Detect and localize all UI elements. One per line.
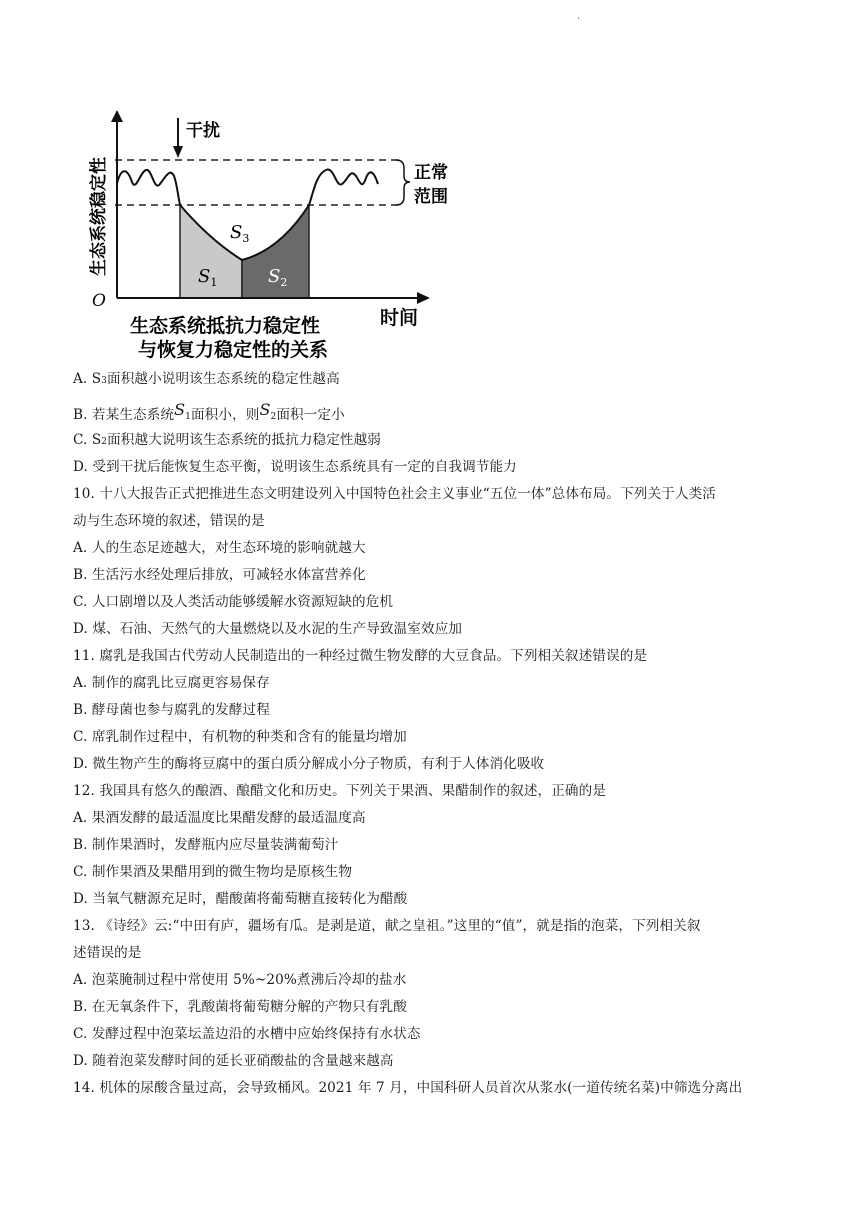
q9-b-s2-sub: 2: [270, 412, 277, 422]
q10-option-b: B. 生活污水经处理后排放，可减轻水体富营养化: [73, 567, 366, 583]
q9-option-d: D. 受到干扰后能恢复生态平衡，说明该生态系统具有一定的自我调节能力: [73, 459, 517, 475]
caption-line-1: 生态系统抵抗力稳定性: [130, 315, 321, 337]
region-s3-label: $S_3$: [230, 222, 250, 245]
q9-b-prefix: B. 若某生态系统: [73, 407, 175, 423]
q10-option-d: D. 煤、石油、天然气的大量燃烧以及水泥的生产导致温室效应加: [73, 621, 463, 637]
caption-line-2: 与恢复力稳定性的关系: [138, 339, 329, 361]
q12-stem: 12. 我国具有悠久的酿酒、酿醋文化和历史。下列关于果酒、果醋制作的叙述，正确的是: [73, 783, 607, 799]
q11-option-a: A. 制作的腐乳比豆腐更容易保存: [73, 675, 270, 691]
q9-c-sub: 2: [101, 437, 108, 447]
q9-b-s2: S: [259, 400, 271, 419]
q9-b-s1: S: [174, 400, 186, 419]
q11-stem: 11. 腐乳是我国古代劳动人民制造出的一种经过微生物发酵的大豆食品。下列相关叙述错误的是: [73, 648, 648, 664]
q12-option-c: C. 制作果酒及果醋用到的微生物均是原核生物: [73, 864, 353, 880]
x-axis-label: 时间: [380, 307, 419, 329]
q13-option-d: D. 随着泡菜发酵时间的延长亚硝酸盐的含量越来越高: [73, 1053, 394, 1069]
region-s1-label: $S_1$: [198, 266, 218, 289]
q9-option-a: [73, 366, 813, 393]
q13-option-b: B. 在无氧条件下，乳酸菌将葡萄糖分解的产物只有乳酸: [73, 999, 407, 1015]
q11-option-d: D. 微生物产生的酶将豆腐中的蛋白质分解成小分子物质，有利于人体消化吸收: [73, 756, 545, 772]
q11-option-c: C. 席乳制作过程中，有机物的种类和含有的能量均增加: [73, 729, 407, 745]
header-mark: ·: [577, 14, 581, 25]
y-axis-label: 生态系统稳定性: [89, 157, 109, 276]
q10-option-c: C. 人口剧增以及人类活动能够缓解水资源短缺的危机: [73, 594, 394, 610]
q9-b-s1-sub: 1: [185, 412, 191, 422]
q9-c-text: 面积越大说明该生态系统的抵抗力稳定性越弱: [107, 432, 381, 448]
q9-a-prefix: A. S: [73, 371, 102, 387]
q9-b-suffix: 面积一定小: [276, 407, 345, 423]
q13-option-c: C. 发酵过程中泡菜坛盖边沿的水槽中应始终保持有水状态: [73, 1026, 421, 1042]
q13-stem-1: 13. 《诗经》云:“中田有庐，疆场有瓜。是剥是道，献之皇祖。”这里的“值”，就是指的泡菜，下列相关叙: [73, 918, 701, 934]
stability-diagram: [80, 110, 470, 362]
y-axis-arrow: [111, 110, 123, 122]
q12-option-d: D. 当氧气糖源充足时，醋酸菌将葡萄糖直接转化为醋酸: [73, 891, 408, 907]
normal-range-brace: [396, 160, 410, 205]
origin-label: O: [92, 291, 106, 311]
stability-curve: [117, 170, 378, 260]
q9-option-c: [73, 427, 813, 454]
q12-option-a: A. 果酒发酵的最适温度比果醋发酵的最适温度高: [73, 810, 366, 826]
q12-option-b: B. 制作果酒时，发酵瓶内应尽量装满葡萄汁: [73, 837, 339, 853]
q10-stem-2: 动与生态环境的叙述，错误的是: [73, 513, 265, 529]
q13-stem-2: 述错误的是: [73, 945, 142, 961]
q9-b-mid: 面积小，则: [190, 407, 260, 423]
disturbance-label: 干扰: [186, 121, 220, 141]
q10-stem-1: 10. 十八大报告正式把推进生态文明建设列入中国特色社会主义事业“五位一体”总体布局。下列关于人类活: [73, 486, 716, 502]
question-text: [73, 366, 813, 1102]
normal-range-label-2: 范围: [414, 187, 448, 207]
q9-option-b: [73, 393, 813, 427]
q9-c-prefix: C. S: [73, 432, 102, 448]
normal-range-label-1: 正常: [414, 163, 448, 183]
q13-option-a: A. 泡菜腌制过程中常使用 5%~20%煮沸后冷却的盐水: [73, 972, 407, 988]
x-axis-arrow: [417, 292, 430, 304]
q9-a-text: 面积越小说明该生态系统的稳定性越高: [107, 371, 340, 387]
stability-figure: [80, 110, 470, 362]
disturbance-arrow-head: [173, 146, 183, 158]
q14-stem-1: 14. 机体的尿酸含量过高，会导致桶风。2021 年 7 月，中国科研人员首次从浆水(一道传统名菜)中筛选分离出: [73, 1080, 743, 1096]
q10-option-a: A. 人的生态足迹越大，对生态环境的影响就越大: [73, 540, 366, 556]
q11-option-b: B. 酵母菌也参与腐乳的发酵过程: [73, 702, 270, 718]
region-s2-label: $S_2$: [268, 266, 288, 289]
q9-a-sub: 3: [101, 376, 107, 386]
